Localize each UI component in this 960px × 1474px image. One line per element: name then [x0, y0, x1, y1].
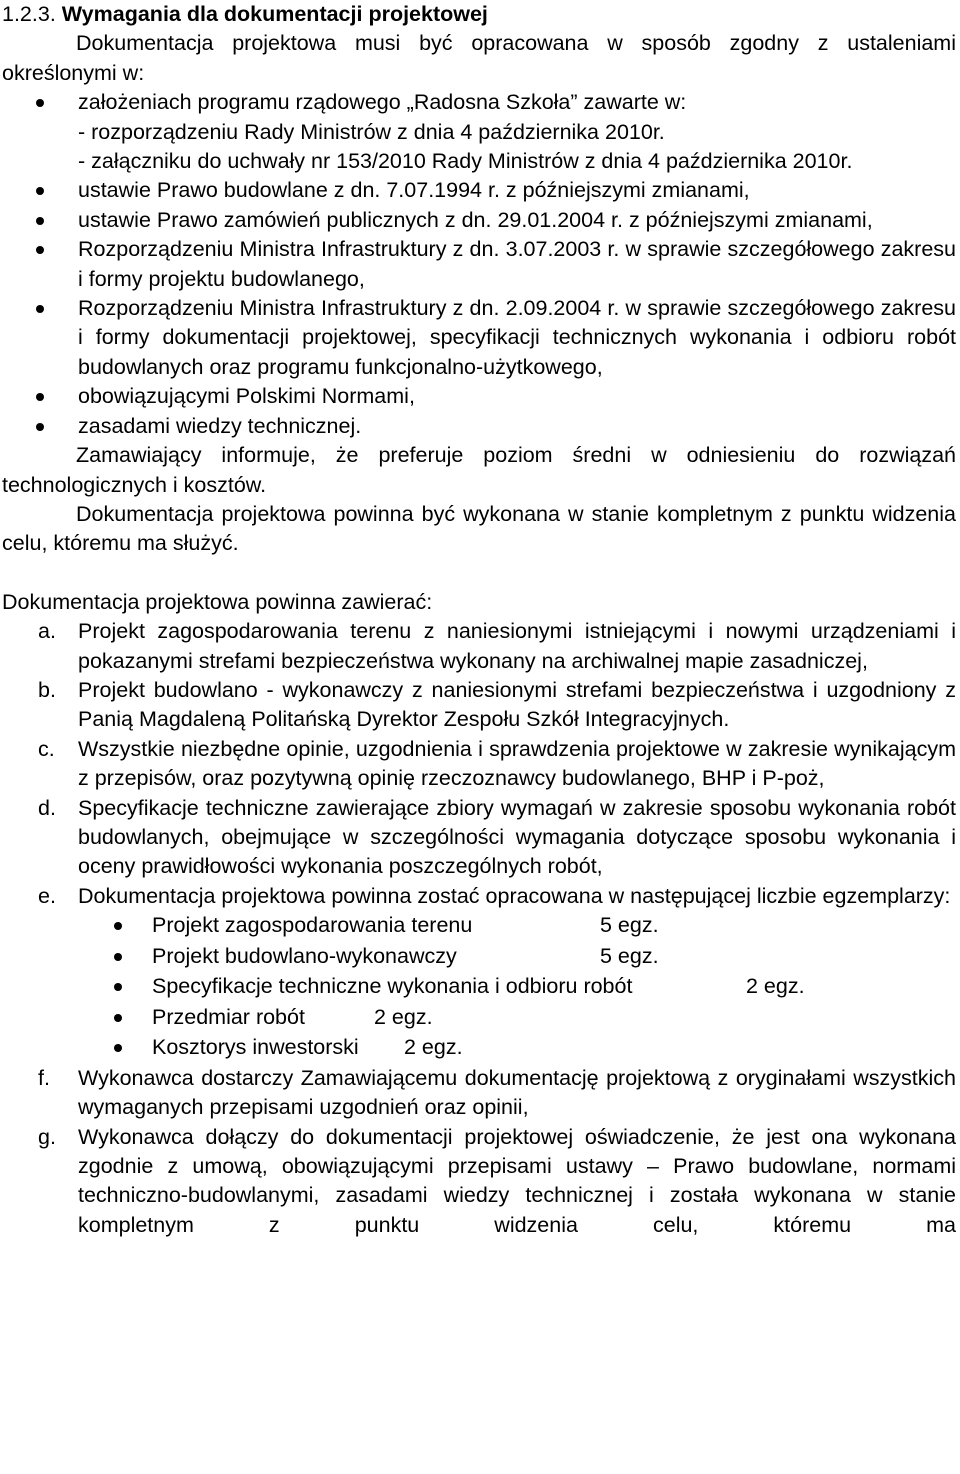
copies-qty: 2 egz. [374, 1004, 433, 1029]
list-item [2, 676, 956, 735]
section-number: 1.2.3. [2, 2, 56, 26]
copies-item [2, 1003, 956, 1034]
item-text: Dokumentacja projektowa powinna zostać opracowana w następującej liczbie egzemplarzy: [78, 883, 951, 908]
sub-item: - rozporządzeniu Rady Ministrów z dnia 4 października 2010r. [78, 119, 665, 144]
list-item [2, 235, 956, 294]
document-page [2, 0, 956, 1240]
item-text: Wszystkie niezbędne opinie, uzgodnienia i sprawdzenia projektowe w zakresie wynikającym z przepisów, oraz pozytywną opinię rzeczoznawcy budowlanego, BHP i P-poż, [78, 736, 956, 791]
section-title: Wymagania dla dokumentacji projektowej [61, 2, 488, 26]
list-item [2, 382, 956, 411]
list-item-text: obowiązującymi Polskimi Normami, [78, 384, 415, 409]
list-item [2, 1064, 956, 1123]
requirements-list [2, 176, 956, 441]
section-heading [2, 0, 956, 29]
copies-name: Projekt budowlano-wykonawczy [152, 943, 457, 968]
contents-list [2, 617, 956, 911]
copies-item [2, 1033, 956, 1064]
item-text: Projekt budowlano - wykonawczy z naniesionymi strefami bezpieczeństwa i uzgodniony z Panią Magdaleną Politańską Dyrektor Zespołu Szkół Integracyjnych. [78, 677, 956, 732]
requirements-list [2, 88, 956, 117]
copies-item [2, 911, 956, 942]
copies-qty: 5 egz. [600, 913, 659, 938]
item-marker: c. [38, 736, 55, 761]
item-marker: f. [38, 1065, 50, 1090]
item-text: Specyfikacje techniczne zawierające zbiory wymagań w zakresie sposobu wykonania robót budowlanych, obejmujące w szczególności wymagania dotyczące sposobu wykonania i oceny prawidłowości wykonania poszczególnych robót, [78, 795, 956, 879]
item-marker: d. [38, 795, 56, 820]
contents-list-continued [2, 1064, 956, 1240]
list-item-text: Rozporządzeniu Ministra Infrastruktury z dn. 3.07.2003 r. w sprawie szczegółowego zakresu i formy projektu budowlanego, [78, 237, 956, 291]
list-item-text: założeniach programu rządowego „Radosna Szkoła” zawarte w: [78, 90, 687, 115]
list-item [2, 794, 956, 882]
list-item [2, 735, 956, 794]
list-item-text: ustawie Prawo zamówień publicznych z dn. 29.01.2004 r. z późniejszymi zmianami, [78, 207, 873, 232]
copies-qty: 2 egz. [404, 1035, 463, 1060]
copies-name: Specyfikacje techniczne wykonania i odbioru robót [152, 974, 633, 999]
item-marker: e. [38, 883, 56, 908]
list-item [2, 882, 956, 911]
item-text: Wykonawca dołączy do dokumentacji projektowej oświadczenie, że jest ona wykonana zgodnie z umową, obowiązującymi przepisami ustawy – Prawo budowlane, normami techniczno-budowlanymi, zasadami wiedzy technicznej i została wykonana w stanie kompletnym z punktu widzenia celu, któremu ma [78, 1124, 956, 1237]
copies-qty: 2 egz. [746, 974, 805, 999]
intro-paragraph: Dokumentacja projektowa musi być opracowana w sposób zgodny z ustaleniami określonymi w: [2, 31, 956, 85]
list-item [2, 294, 956, 382]
list-item [2, 176, 956, 205]
list-item [2, 1123, 956, 1241]
sub-item: - załączniku do uchwały nr 153/2010 Rady Ministrów z dnia 4 października 2010r. [78, 149, 853, 174]
level-paragraph: Zamawiający informuje, że preferuje poziom średni w odniesieniu do rozwiązań technologicznych i kosztów. [2, 443, 956, 497]
list-item [2, 206, 956, 235]
copies-qty: 5 egz. [600, 943, 659, 968]
copies-list [2, 911, 956, 1064]
spacer [2, 559, 956, 588]
item-text: Wykonawca dostarczy Zamawiającemu dokumentację projektową z oryginałami wszystkich wymaganych przepisami uzgodnień oraz opinii, [78, 1065, 956, 1120]
list-item-text: Rozporządzeniu Ministra Infrastruktury z dn. 2.09.2004 r. w sprawie szczegółowego zakresu i formy dokumentacji projektowej, specyfikacji technicznych wykonania i odbioru robót budowlanych oraz programu funkcjonalno-użytkowego, [78, 296, 956, 379]
copies-name: Przedmiar robót [152, 1004, 305, 1029]
copies-name: Kosztorys inwestorski [152, 1035, 359, 1060]
list-item [2, 412, 956, 441]
complete-paragraph: Dokumentacja projektowa powinna być wykonana w stanie kompletnym z punktu widzenia celu, któremu ma służyć. [2, 501, 956, 556]
copies-item [2, 972, 956, 1003]
item-marker: b. [38, 677, 56, 702]
list-item [2, 88, 956, 117]
list-item-text: zasadami wiedzy technicznej. [78, 413, 362, 438]
contents-label: Dokumentacja projektowa powinna zawierać: [2, 589, 433, 614]
item-marker: a. [38, 619, 56, 644]
list-item [2, 617, 956, 676]
list-item-text: ustawie Prawo budowlane z dn. 7.07.1994 r. z późniejszymi zmianami, [78, 178, 750, 203]
copies-name: Projekt zagospodarowania terenu [152, 913, 473, 938]
item-text: Projekt zagospodarowania terenu z naniesionymi istniejącymi i nowymi urządzeniami i pokazanymi strefami bezpieczeństwa wykonany na archiwalnej mapie zasadniczej, [78, 619, 956, 673]
copies-item [2, 942, 956, 973]
item-marker: g. [38, 1124, 56, 1149]
